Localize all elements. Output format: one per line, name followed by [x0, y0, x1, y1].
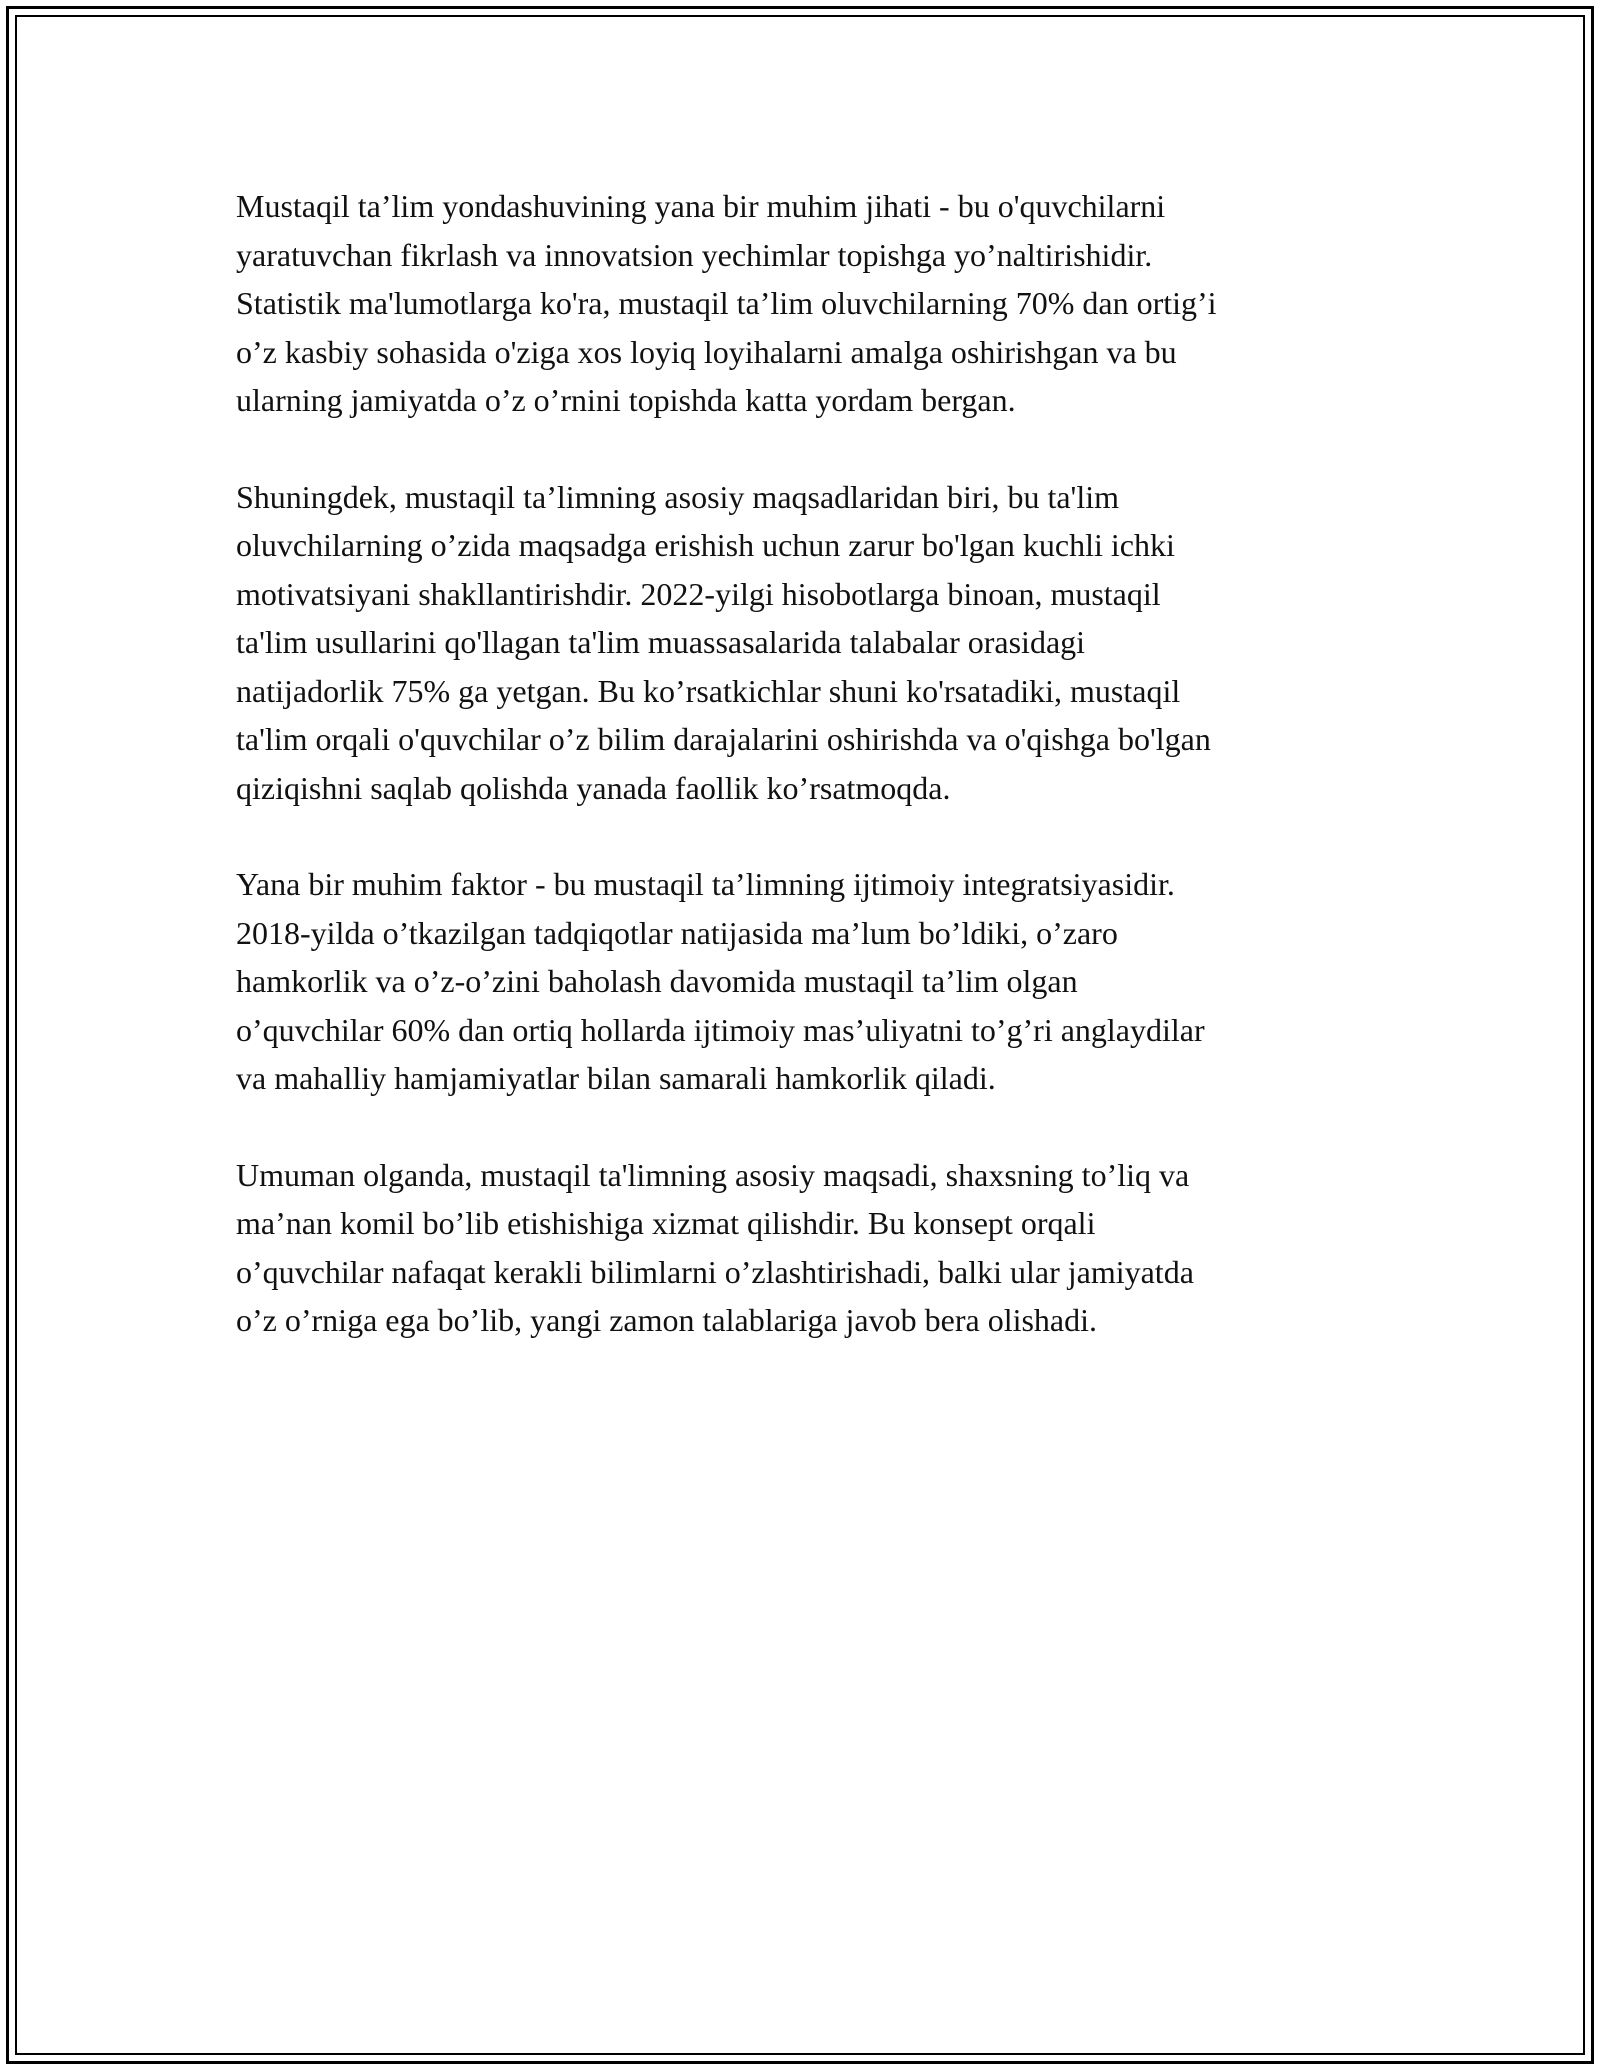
paragraph-line: o’quvchilar 60% dan ortiq hollarda ijtimoiy mas’uliyatni to’g’ri anglaydilar: [236, 1011, 1205, 1048]
paragraph-line: Yana bir muhim faktor - bu mustaqil ta’limning ijtimoiy integratsiyasidir.: [236, 866, 1175, 902]
paragraph-line: ta'lim orqali o'quvchilar o’z bilim darajalarini oshirishda va o'qishga bo'lgan: [236, 721, 1211, 757]
paragraph-line: Statistik ma'lumotlarga ko'ra, mustaqil ta’lim oluvchilarning 70% dan ortig’i: [236, 285, 1217, 321]
paragraph-line: qiziqishni saqlab qolishda yanada faollik ko’rsatmoqda.: [236, 769, 951, 806]
paragraph-line: o’quvchilar nafaqat kerakli bilimlarni o’zlashtirishadi, balki ular jamiyatda: [236, 1253, 1194, 1290]
paragraph-line: o’z o’rniga ega bo’lib, yangi zamon talablariga javob bera olishadi.: [236, 1302, 1098, 1338]
paragraph-line: hamkorlik va o’z-o’zini baholash davomida mustaqil ta’lim olgan: [236, 963, 1078, 999]
paragraph-line: ta'lim usullarini qo'llagan ta'lim muassasalarida talabalar orasidagi: [236, 624, 1086, 660]
paragraph-1: [236, 182, 1366, 425]
paragraph-line: ularning jamiyatda o’z o’rnini topishda katta yordam bergan.: [236, 382, 1016, 418]
paragraph-line: oluvchilarning o’zida maqsadga erishish uchun zarur bo'lgan kuchli ichki: [236, 527, 1175, 563]
paragraph-3: [236, 860, 1366, 1103]
paragraph-line: motivatsiyani shakllantirishdir. 2022-yilgi hisobotlarga binoan, mustaqil: [236, 575, 1161, 612]
paragraph-line: natijadorlik 75% ga yetgan. Bu ko’rsatkichlar shuni ko'rsatadiki, mustaqil: [236, 672, 1181, 709]
paragraph-2: [236, 473, 1366, 813]
paragraph-line: Umuman olganda, mustaqil ta'limning asosiy maqsadi, shaxsning to’liq va: [236, 1156, 1190, 1193]
paragraph-4: [236, 1151, 1366, 1345]
paragraph-line: Mustaqil ta’lim yondashuvining yana bir muhim jihati - bu o'quvchilarni: [236, 188, 1166, 224]
paragraph-line: ma’nan komil bo’lib etishishiga xizmat qilishdir. Bu konsept orqali: [236, 1205, 1096, 1241]
paragraph-line: 2018-yilda o’tkazilgan tadqiqotlar natijasida ma’lum bo’ldiki, o’zaro: [236, 914, 1118, 951]
paragraph-line: yaratuvchan fikrlash va innovatsion yechimlar topishga yo’naltirishidir.: [236, 236, 1153, 273]
document-body: [236, 182, 1366, 1393]
paragraph-line: va mahalliy hamjamiyatlar bilan samarali hamkorlik qiladi.: [236, 1060, 996, 1096]
paragraph-line: Shuningdek, mustaqil ta’limning asosiy maqsadlaridan biri, bu ta'lim: [236, 478, 1119, 515]
paragraph-line: o’z kasbiy sohasida o'ziga xos loyiq loyihalarni amalga oshirishgan va bu: [236, 333, 1177, 370]
